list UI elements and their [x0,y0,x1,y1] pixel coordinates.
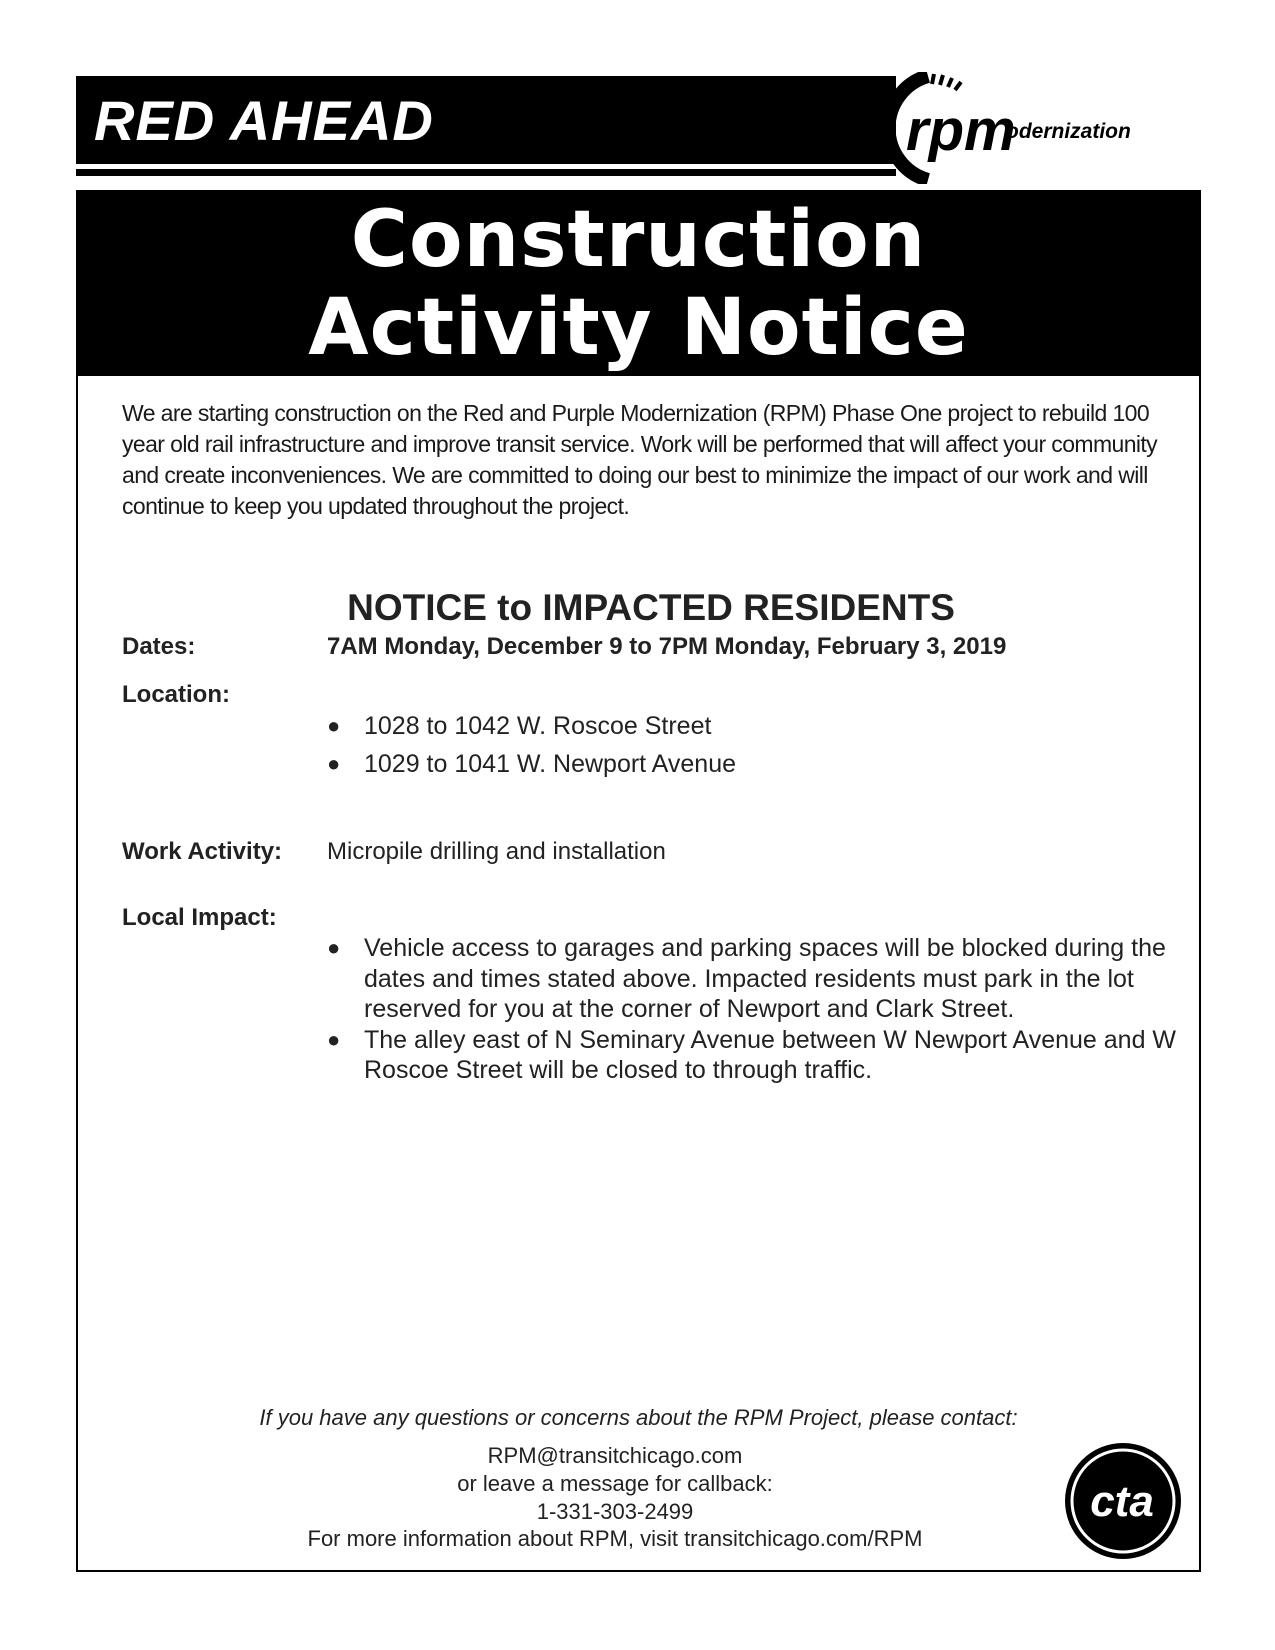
contact-phone[interactable]: 1-331-303-2499 [536,1499,694,1524]
notice-heading: NOTICE to IMPACTED RESIDENTS [347,587,955,628]
list-item [327,711,736,749]
location-label: Location: [122,681,230,708]
title-band [76,190,1201,376]
local-impact-list [327,933,1187,1086]
impact-item-text: Vehicle access to garages and parking spaces will be blocked during the dates and times stated above. Impacted residents must park in the lot reserved for you at the corner of Newport and Clark Street. [364,934,1166,1023]
location-item-text: 1028 to 1042 W. Roscoe Street [364,712,712,740]
list-item [327,749,736,787]
location-item-text: 1029 to 1041 W. Newport Avenue [364,750,737,778]
cta-logo-text: cta [1090,1477,1154,1526]
intro-paragraph: We are starting construction on the Red and Purple Modernization (RPM) Phase One project to rebuild 100 year old rail infrastructure and improve transit service. Work will be performed that will affect your community and create inconveniences. We are committed to doing our best to minimize the impact of our work and will continue to keep you updated throughout the project. [122,400,1158,519]
contact-intro: If you have any questions or concerns about the RPM Project, please contact: [259,1405,1018,1430]
rpm-word: odernization [1006,120,1131,143]
contact-more-info: For more information about RPM, visit transitchicago.com/RPM [307,1526,923,1551]
rpm-modernization-logo [866,72,1196,184]
dates-label: Dates: [122,633,196,660]
title-line-1: Construction [350,195,927,285]
dates-value: 7AM Monday, December 9 to 7PM Monday, February 3, 2019 [327,633,1007,660]
list-item [327,1025,1187,1086]
contact-callback-text: or leave a message for callback: [457,1471,773,1496]
impact-item-text: The alley east of N Seminary Avenue between W Newport Avenue and W Roscoe Street will be closed to through traffic. [364,1025,1177,1084]
local-impact-label: Local Impact: [122,904,277,931]
bullet-icon: ● [327,935,341,960]
header-stripe [76,169,896,176]
bullet-icon: ● [327,713,341,738]
bullet-icon: ● [327,1026,341,1052]
work-activity-label: Work Activity: [122,838,283,865]
contact-email[interactable]: RPM@transitchicago.com [487,1443,743,1468]
work-activity-value: Micropile drilling and installation [327,838,666,865]
title-line-2: Activity Notice [308,283,969,373]
bullet-icon: ● [327,751,341,776]
red-ahead-logo: RED AHEAD [94,89,434,152]
list-item [327,933,1187,1025]
location-list [327,711,736,787]
cta-logo [1062,1440,1184,1562]
rpm-mark: rpm [906,98,1016,163]
